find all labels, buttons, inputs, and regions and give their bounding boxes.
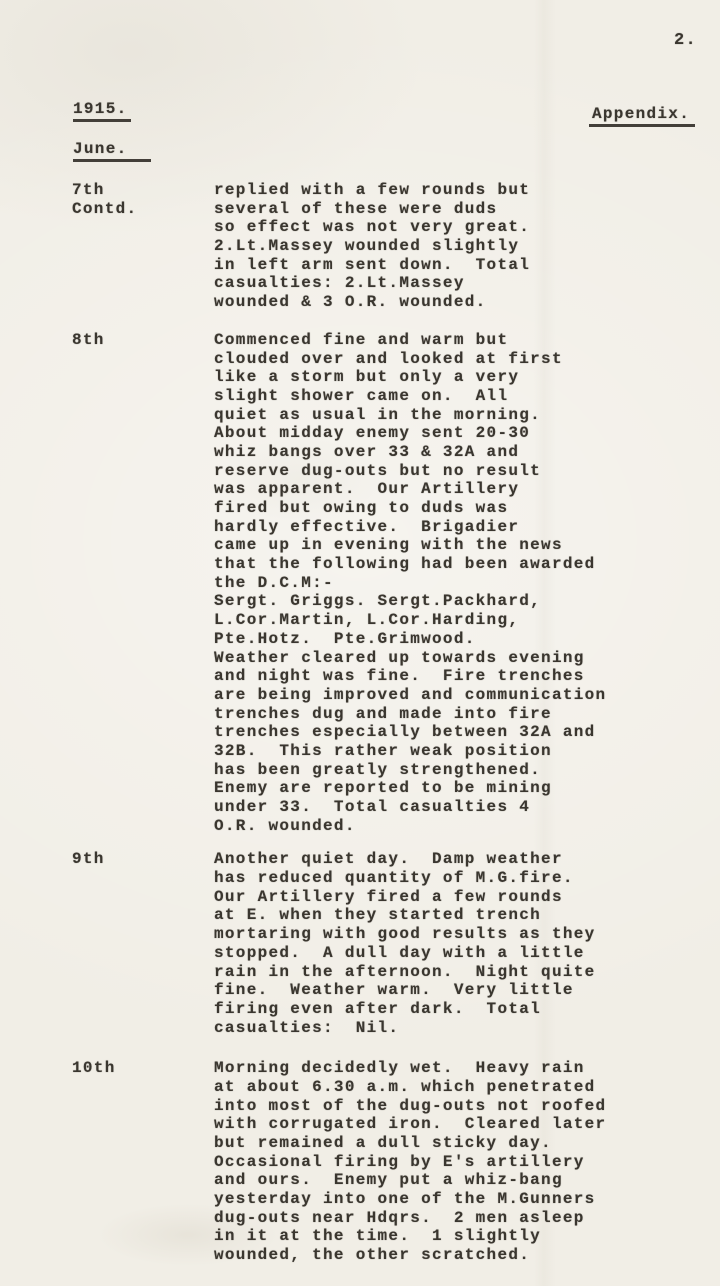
diary-entry [72,1059,720,1265]
body-line: Pte.Hotz. Pte.Grimwood. [214,629,476,648]
body-line: casualties: Nil. [214,1018,400,1037]
body-line: has reduced quantity of M.G.fire. [214,869,574,888]
body-line: wounded & 3 O.R. wounded. [214,293,487,312]
body-line: About midday enemy sent 20-30 [214,424,531,443]
body-line: fine. Weather warm. Very little [214,981,574,1000]
body-line: reserve dug-outs but no result [214,461,542,480]
body-line: firing even after dark. Total [214,999,542,1018]
body-line: that the following had been awarded [214,555,596,574]
body-line: was apparent. Our Artillery [214,480,520,499]
body-line: Enemy are reported to be mining [214,779,552,798]
entry-day-label [72,181,214,218]
body-line: clouded over and looked at first [214,349,563,368]
body-line: wounded, the other scratched. [214,1246,531,1265]
body-line: are being improved and communication [214,685,607,704]
body-line: and night was fine. Fire trenches [214,667,585,686]
body-line: has been greatly strengthened. [214,760,542,779]
body-line: the D.C.M:- [214,573,334,592]
body-line: trenches especially between 32A and [214,723,596,742]
body-line: at about 6.30 a.m. which penetrated [214,1077,596,1096]
body-line: stopped. A dull day with a little [214,943,585,962]
body-line: 2.Lt.Massey wounded slightly [214,237,520,256]
body-line: in it at the time. 1 slightly [214,1227,542,1246]
entry-day-label [72,331,214,350]
entry-body-text [214,850,720,1037]
day-line: Contd. [72,199,138,218]
body-line: 32B. This rather weak position [214,741,552,760]
body-line: hardly effective. Brigadier [214,517,520,536]
body-line: L.Cor.Martin, L.Cor.Harding, [214,611,520,630]
entry-body-text [214,1059,720,1265]
body-line: Our Artillery fired a few rounds [214,887,563,906]
body-line: several of these were duds [214,199,498,218]
diary-entry [72,850,720,1037]
body-line: and ours. Enemy put a whiz-bang [214,1171,563,1190]
body-line: Commenced fine and warm but [214,330,509,349]
body-line: mortaring with good results as they [214,925,596,944]
day-line: 10th [72,1059,116,1078]
body-line: into most of the dug-outs not roofed [214,1096,607,1115]
entry-body-text [214,181,720,312]
body-line: at E. when they started trench [214,906,542,925]
diary-entries [72,181,720,1265]
body-line: yesterday into one of the M.Gunners [214,1190,596,1209]
page-number: 2. [674,31,698,50]
year-heading: 1915. [73,100,131,122]
body-line: Occasional firing by E's artillery [214,1152,585,1171]
entry-day-label [72,850,214,869]
entry-day-label [72,1059,214,1078]
diary-entry [72,331,720,836]
body-line: Another quiet day. Damp weather [214,850,563,869]
body-line: with corrugated iron. Cleared later [214,1115,607,1134]
body-line: O.R. wounded. [214,816,356,835]
diary-entry [72,181,720,312]
month-heading: June. [73,140,151,162]
body-line: slight shower came on. All [214,386,509,405]
body-line: Weather cleared up towards evening [214,648,585,667]
body-line: replied with a few rounds but [214,181,531,199]
body-line: but remained a dull sticky day. [214,1134,552,1152]
body-line: dug-outs near Hdqrs. 2 men asleep [214,1208,585,1227]
body-line: like a storm but only a very [214,368,520,387]
body-line: Sergt. Griggs. Sergt.Packhard, [214,592,542,611]
body-line: so effect was not very great. [214,218,531,237]
body-line: came up in evening with the news [214,536,563,555]
entry-body-text [214,331,720,836]
day-line: 9th [72,850,105,869]
day-line: 8th [72,330,105,349]
body-line: Morning decidedly wet. Heavy rain [214,1059,585,1078]
body-line: fired but owing to duds was [214,499,509,517]
body-line: trenches dug and made into fire [214,704,552,723]
body-line: casualties: 2.Lt.Massey [214,274,465,293]
appendix-heading: Appendix. [589,105,695,127]
body-line: whiz bangs over 33 & 32A and [214,442,520,461]
day-line: 7th [72,181,105,199]
body-line: rain in the afternoon. Night quite [214,962,596,981]
body-line: quiet as usual in the morning. [214,405,542,424]
body-line: in left arm sent down. Total [214,255,531,274]
body-line: under 33. Total casualties 4 [214,798,531,816]
